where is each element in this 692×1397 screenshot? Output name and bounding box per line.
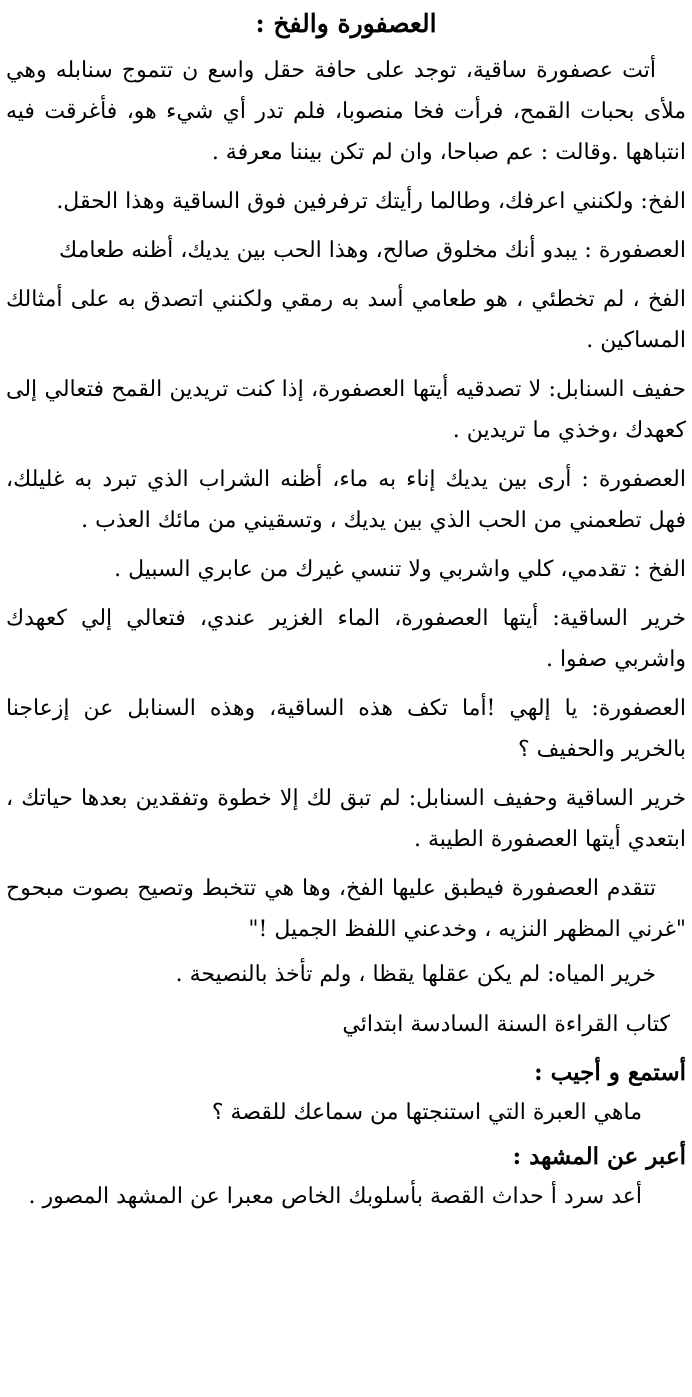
story-paragraph-climax: تتقدم العصفورة فيطبق عليها الفخ، وها هي تتخبط وتصيح بصوت مبحوح "غرني المظهر النزيه ، وخدعني اللفظ الجميل !" — [6, 876, 686, 942]
section-heading-express-scene: أعبر عن المشهد : — [512, 1143, 686, 1170]
section-heading-listen-answer: أستمع و أجيب : — [534, 1059, 686, 1086]
story-paragraph-intro: أتت عصفورة ساقية، توجد على حافة حقل واسع ن تتموج سنابله وهي ملأى بحبات القمح، فرأت فخا منصوبا، فلم تدر أي شيء هو، فأغرقت فيه انتباهها .وقالت : عم صباحا، وان لم تكن بيننا معرفة . — [6, 58, 686, 165]
dialogue-stream-murmur-1: خرير الساقية: أيتها العصفورة، الماء الغزير عندي، فتعالي إلي كعهدك واشربي صفوا . — [6, 606, 686, 672]
dialogue-water-murmur: خرير المياه: لم يكن عقلها يقظا ، ولم تأخذ بالنصيحة . — [175, 962, 656, 987]
dialogue-sparrow-1: العصفورة : يبدو أنك مخلوق صالح، وهذا الحب بين يديك، أظنه طعامك — [59, 238, 686, 263]
dialogue-sparrow-3: العصفورة: يا إلهي !أما تكف هذه الساقية، وهذه السنابل عن إزعاجنا بالخرير والحفيف ؟ — [6, 696, 686, 762]
dialogue-trap-2: الفخ ، لم تخطئي ، هو طعامي أسد به رمقي ولكنني اتصدق به على أمثالك المساكين . — [6, 287, 686, 353]
dialogue-ears-rustle-1: حفيف السنابل: لا تصدقيه أيتها العصفورة، إذا كنت تريدين القمح فتعالي إلى كعهدك ،وخذي ما تريدين . — [6, 377, 686, 443]
task-retell-story: أعد سرد أ حداث القصة بأسلوبك الخاص معبرا عن المشهد المصور . — [28, 1184, 642, 1209]
dialogue-trap-1: الفخ: ولكنني اعرفك، وطالما رأيتك ترفرفين فوق الساقية وهذا الحقل. — [56, 189, 686, 214]
dialogue-trap-3: الفخ : تقدمي، كلي واشربي ولا تنسي غيرك من عابري السبيل . — [114, 557, 686, 582]
task-question-lesson: ماهي العبرة التي استنجتها من سماعك للقصة ؟ — [211, 1100, 642, 1125]
dialogue-sparrow-2: العصفورة : أرى بين يديك إناء به ماء، أظنه الشراب الذي تبرد به غليلك، فهل تطعمني من الحب الذي بين يديك ، وتسقيني من مائك العذب . — [6, 467, 686, 533]
dialogue-stream-and-ears: خرير الساقية وحفيف السنابل: لم تبق لك إلا خطوة وتفقدين بعدها حياتك ، ابتعدي أيتها العصفورة الطيبة . — [6, 786, 686, 852]
story-title: العصفورة والفخ : — [255, 9, 437, 38]
source-citation: كتاب القراءة السنة السادسة ابتدائي — [342, 1012, 670, 1037]
